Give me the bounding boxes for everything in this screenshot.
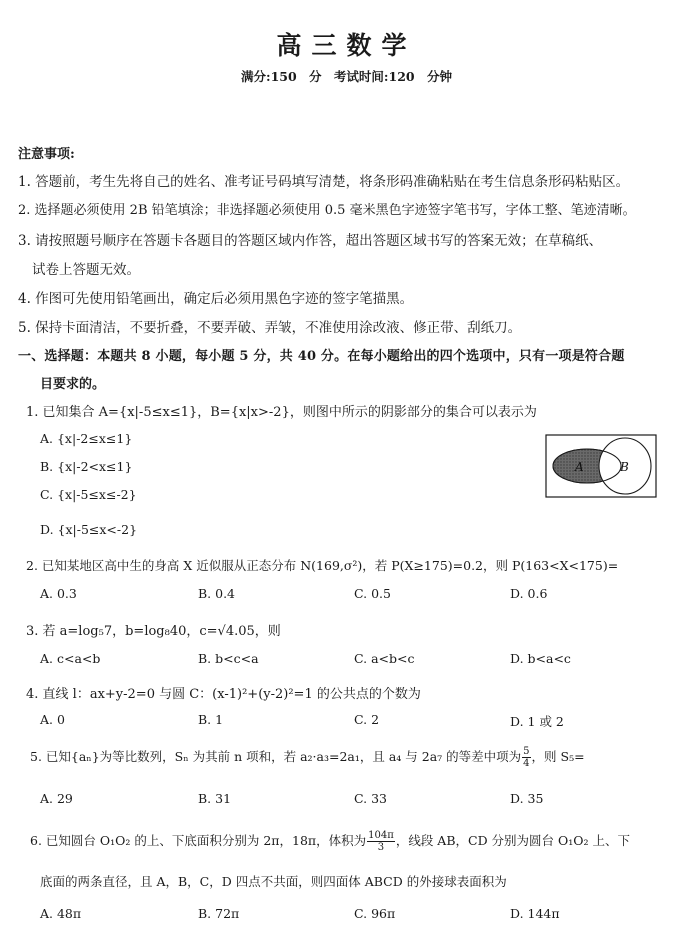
- question-2-option-b: B. 0.4: [198, 586, 236, 601]
- section-heading: 一、选择题：本题共 8 小题，每小题 5 分，共 40 分。在每小题给出的四个选项中，只有一项是符合题: [18, 349, 625, 364]
- question-2-option-d: D. 0.6: [510, 586, 548, 601]
- question-1-option-a: A. {x|-2≤x≤1}: [40, 431, 133, 446]
- question-5-option-b: B. 31: [198, 791, 232, 806]
- question-5-stem: [30, 746, 585, 769]
- question-3-option-a: A. c<a<b: [40, 651, 101, 666]
- question-1-option-d: D. {x|-5≤x<-2}: [40, 522, 138, 537]
- note-item-5: 5. 保持卡面清洁，不要折叠，不要弄破、弄皱，不准使用涂改液、修正带、刮纸刀。: [18, 320, 522, 336]
- question-5-stem-tail: ，则 S₅=: [531, 749, 585, 764]
- note-item-3: 3. 请按照题号顺序在答题卡各题目的答题区域内作答，超出答题区域书写的答案无效；在草稿纸、: [18, 233, 603, 249]
- note-item-3-cont: 试卷上答题无效。: [32, 262, 140, 278]
- question-2-option-c: C. 0.5: [354, 586, 391, 601]
- question-6-stem-tail: ，线段 AB，CD 分别为圆台 O₁O₂ 上、下: [395, 833, 631, 848]
- question-2-option-a: A. 0.3: [40, 586, 77, 601]
- venn-diagram: [545, 434, 657, 498]
- question-4-stem: 4. 直线 l：ax+y-2=0 与圆 C：(x-1)²+(y-2)²=1 的公共点的个数为: [26, 687, 421, 702]
- question-6-option-a: A. 48π: [40, 906, 82, 921]
- question-4-option-a: A. 0: [40, 712, 65, 727]
- venn-label-b: B: [620, 460, 629, 474]
- question-1-option-c: C. {x|-5≤x≤-2}: [40, 487, 137, 502]
- question-6-fraction: $\frac{104\pi}{3}$: [368, 830, 394, 853]
- question-5-option-d: D. 35: [510, 791, 544, 806]
- question-6-stem: [30, 830, 630, 853]
- exam-info: 满分:150 分 考试时间:120 分钟: [241, 69, 452, 84]
- question-1-stem: 1. 已知集合 A={x|-5≤x≤1}，B={x|x>-2}，则图中所示的阴影部分的集合可以表示为: [26, 405, 537, 420]
- note-item-4: 4. 作图可先使用铅笔画出，确定后必须用黑色字迹的签字笔描黑。: [18, 291, 414, 307]
- notes-heading: 注意事项:: [18, 147, 75, 162]
- question-3-option-c: C. a<b<c: [354, 651, 415, 666]
- question-2-stem: 2. 已知某地区高中生的身高 X 近似服从正态分布 N(169,σ²)，若 P(X≥175)=0.2，则 P(163<X<175)=: [26, 558, 619, 573]
- question-5-fraction: $\frac{5}{4}$: [523, 746, 530, 769]
- question-1-option-b: B. {x|-2<x≤1}: [40, 459, 133, 474]
- question-6-option-c: C. 96π: [354, 906, 396, 921]
- note-item-1: 1. 答题前，考生先将自己的姓名、准考证号码填写清楚，将条形码准确粘贴在考生信息条形码粘贴区。: [18, 174, 630, 190]
- question-6-option-d: D. 144π: [510, 906, 560, 921]
- question-5-option-c: C. 33: [354, 791, 387, 806]
- question-5-option-a: A. 29: [40, 791, 73, 806]
- section-heading-cont: 目要求的。: [40, 377, 106, 392]
- venn-label-a: A: [575, 460, 584, 474]
- question-3-option-d: D. b<a<c: [510, 651, 571, 666]
- question-4-option-d: D. 1 或 2: [510, 714, 564, 729]
- page-title: 高三数学: [276, 31, 417, 60]
- question-3-option-b: B. b<c<a: [198, 651, 259, 666]
- question-3-stem: 3. 若 a=log₅7，b=log₈40，c=√4.05，则: [26, 624, 281, 639]
- question-6-stem-text: 6. 已知圆台 O₁O₂ 的上、下底面积分别为 2π，18π，体积为: [30, 833, 367, 848]
- question-4-option-b: B. 1: [198, 712, 224, 727]
- question-6-stem-cont: 底面的两条直径，且 A，B，C，D 四点不共面，则四面体 ABCD 的外接球表面积为: [40, 874, 507, 889]
- note-item-2: 2. 选择题必须使用 2B 铅笔填涂；非选择题必须使用 0.5 毫米黑色字迹签字笔书写，字体工整、笔迹清晰。: [18, 203, 636, 218]
- question-6-option-b: B. 72π: [198, 906, 240, 921]
- question-5-stem-text: 5. 已知{aₙ}为等比数列，Sₙ 为其前 n 项和，若 a₂·a₃=2a₁，且 a₄ 与 2a₇ 的等差中项为: [30, 749, 522, 764]
- question-4-option-c: C. 2: [354, 712, 380, 727]
